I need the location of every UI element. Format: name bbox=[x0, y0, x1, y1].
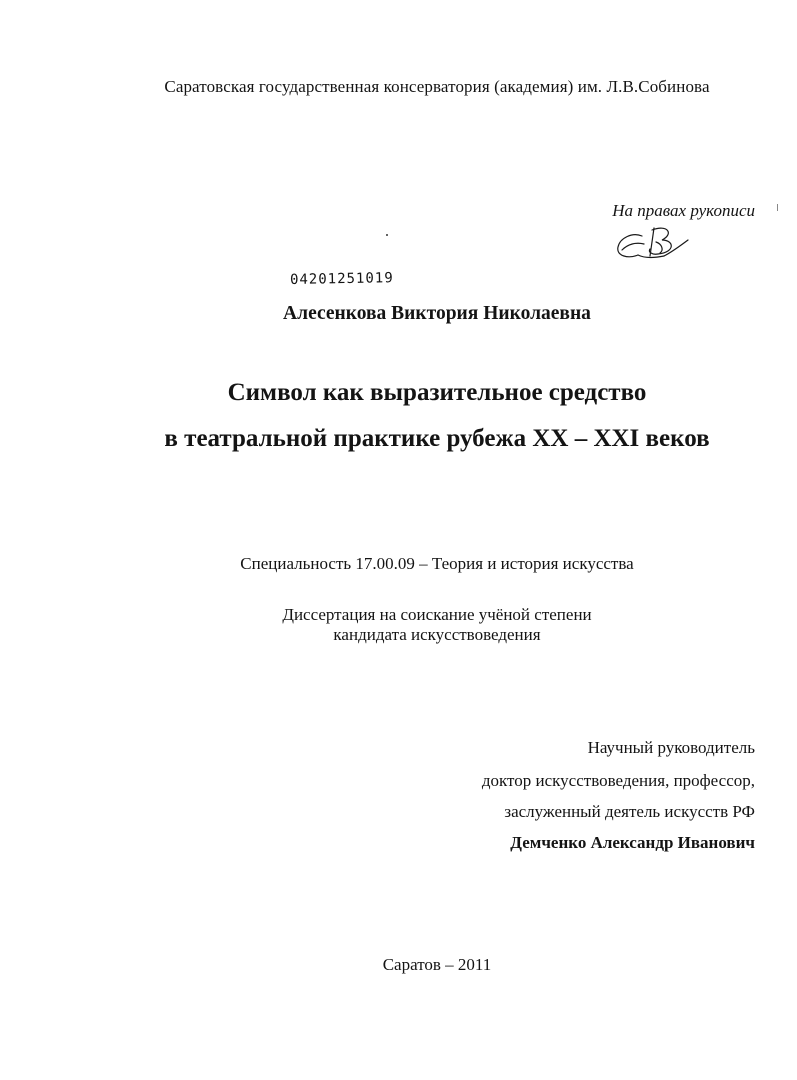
advisor-honor: заслуженный деятель искусств РФ bbox=[504, 802, 755, 821]
author-name: Алесенкова Виктория Николаевна bbox=[283, 303, 591, 324]
advisor-name: Демченко Александр Иванович bbox=[510, 833, 755, 852]
scan-dot-artifact bbox=[386, 234, 388, 236]
institution-name: Саратовская государственная консерватория (академия) им. Л.В.Собинова bbox=[164, 77, 710, 96]
catalog-number-stamp: 04201251019 bbox=[289, 270, 394, 288]
advisor-role: Научный руководитель bbox=[587, 738, 755, 757]
degree-line-2: кандидата искусствоведения bbox=[333, 625, 541, 644]
degree-line-1: Диссертация на соискание учёной степени bbox=[282, 605, 592, 624]
dissertation-title-line-1: Символ как выразительное средство bbox=[227, 379, 647, 406]
handwritten-signature bbox=[612, 222, 692, 266]
manuscript-rights-note: На правах рукописи bbox=[612, 201, 755, 220]
dissertation-title-line-2: в театральной практике рубежа XX – XXI веков bbox=[164, 425, 710, 452]
place-and-year: Саратов – 2011 bbox=[382, 955, 492, 974]
advisor-degree: доктор искусствоведения, профессор, bbox=[481, 771, 755, 790]
specialty-line: Специальность 17.00.09 – Теория и история искусства bbox=[240, 554, 634, 573]
scan-artifact-mark bbox=[777, 204, 778, 211]
